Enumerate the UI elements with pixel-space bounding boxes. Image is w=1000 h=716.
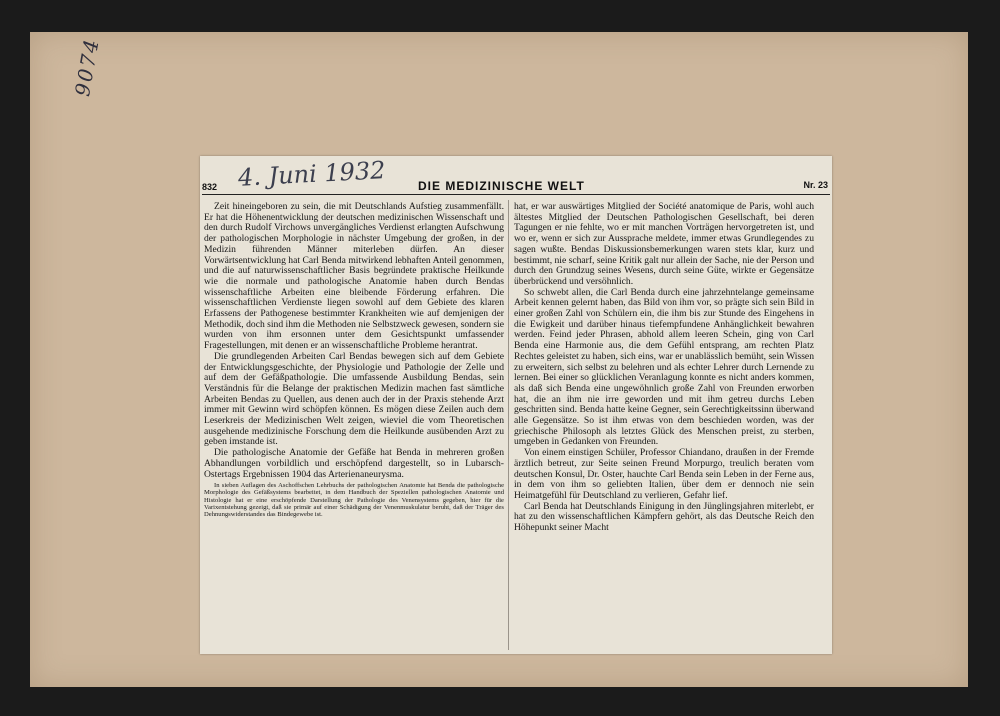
archive-mounting-board bbox=[30, 32, 968, 687]
handwritten-date: 4. Juni 1932 bbox=[237, 156, 387, 192]
footnote: In sieben Auflagen des Aschoffschen Lehrbuchs der pathologischen Anatomie hat Benda die pathologische Morphologie des Gefäßsystems bearbeitet, in dem Handbuch der Speziellen pathologischen Anatomie und Histologie hat er eine erschöpfende Darstellung der Pathologie des Venensystems gegeben, hier für die Varixentstehung gezeigt, daß sie primär auf einer Schädigung der Venenmuskulatur beruht, daß der Träger des Dehnungswiderstandes das Bindegewebe ist. bbox=[204, 482, 504, 519]
left-column bbox=[204, 202, 504, 518]
column-divider bbox=[508, 200, 509, 650]
page-number: 832 bbox=[202, 182, 218, 192]
archive-number-note: 9074 bbox=[70, 35, 104, 99]
journal-title: DIE MEDIZINISCHE WELT bbox=[418, 179, 585, 193]
right-column bbox=[514, 202, 814, 534]
paragraph: So schwebt allen, die Carl Benda durch eine jahrzehntelange gemeinsame Arbeit kennen gelernt haben, das Bild von ihm vor, so prägte sich sein Bild in einer großen Zahl von Schülern ein, die ihm bis zur Stunde des Eingehens in die Ewigkeit und darüber hinaus tiefempfundene Anhänglichkeit bewahren werden. Feind jeder Phrasen, abhold allem leeren Schein, ging von Carl Benda eine Harmonie aus, die dem Gefühl entsprang, am rechten Platz Rechtes geleistet zu haben, sich eins, war er unablässlich bemüht, sein Wissen zu erweitern, sich selbst zu belehren und als echter Lehrer durch Lernende zu lernen. Bei einer so glücklichen Veranlagung konnte es nicht anders kommen, als daß sich Benda eine ungewöhnlich große Zahl von Freunden erworben hat, die an ihm nie irre geworden und mit ihm getreu durchs Leben geschritten sind. Benda hatte keine Gegner, sein Gerechtigkeitssinn überwand alle Gegensätze. So ist ihm etwas von dem beschieden worden, was der griechische Philosoph als letztes Glück des Menschen preist, zu sterben, umgeben in Gedanken von Freunden. bbox=[514, 286, 814, 448]
paragraph: Die grundlegenden Arbeiten Carl Bendas bewegen sich auf dem Gebiete der Entwicklungsgeschichte, der Physiologie und Pathologie der Zelle und auf dem der Gefäßpathologie. Die umfassende Ausbildung Bendas, sein Verständnis für die Belange der praktischen Medizin machen fast sämtliche Arbeiten Bendas zu Quellen, aus denen auch der in der Praxis stehende Arzt immer mit Gewinn wird schöpfen können. Es mögen diese Zeilen auch dem Leserkreis der Medizinischen Welt zeigen, wieviel die vom Theoretischen ausgehende medizinische Forschung dem die Heilkunde ausübenden Arzt zu geben imstande ist. bbox=[204, 350, 504, 448]
newspaper-clipping bbox=[200, 156, 832, 654]
header-rule bbox=[202, 194, 830, 195]
paragraph: Carl Benda hat Deutschlands Einigung in den Jünglingsjahren miterlebt, er hat zu den wissenschaftlichen Kämpfern gehört, als das Deutsche Reich den Höhepunkt seiner Macht bbox=[514, 500, 814, 534]
issue-number: Nr. 23 bbox=[803, 180, 828, 190]
paragraph: Zeit hineingeboren zu sein, die mit Deutschlands Aufstieg zusammenfällt. Er hat die Höhenentwicklung der deutschen medizinischen Wissenschaft und den durch Rudolf Virchows unvergängliches Verdienst erlangten Aufschwung der pathologischen Morphologie in nächster Umgebung der großen, in der Medizin führenden Männer miterleben dürfen. An dieser Vorwärtsentwicklung hat Carl Benda mitwirkend lebhaften Anteil genommen, und die auf naturwissenschaftlicher Basis begründete praktische Heilkunde wie die normale und pathologische Anatomie haben durch Bendas wissenschaftliche Arbeiten eine bleibende Förderung erfahren. Die wissenschaftlichen Verdienste liegen sowohl auf dem Gebiete des klaren Erfassens der Pathogenese bestimmter Krankheiten wie auf demjenigen der Methodik, doch sind ihm die Methoden nie Selbstzweck gewesen, sondern sie wurden von ihm ersonnen unter dem Gesichtspunkt umfassender Fragestellungen, mit denen er an wissenschaftliche Probleme herantrat. bbox=[204, 201, 505, 352]
paragraph: hat, er war auswärtiges Mitglied der Société anatomique de Paris, wohl auch ältestes Mitglied der Deutschen Pathologischen Gesellschaft, bei deren Tagungen er nie fehlte, wo er mit manchen Vorträgen hervorgetreten ist, und wo er, wenn er sich zur Aussprache meldete, immer etwas Grundlegendes zu sagen wußte. Bendas Diskussionsbemerkungen waren stets klar, kurz und bestimmt, nie scharf, seine Kritik galt nur allein der Sache, nie der Person und durch den Grundzug seines Wesens, durch seine Güte, wirkte er Gegensätze überbrückend und versöhnlich. bbox=[514, 201, 814, 287]
paragraph: Die pathologische Anatomie der Gefäße hat Benda in mehreren großen Abhandlungen vorbildlich und erschöpfend dargestellt, so in Lubarsch-Ostertags Ergebnissen 1904 das Arterienaneurysma. bbox=[204, 447, 504, 480]
paragraph: Von einem einstigen Schüler, Professor Chiandano, draußen in der Fremde ärztlich betreut, zur Seite seinen Freund Morpurgo, treulich beraten vom deutschen Konsul, Dr. Oster, hauchte Carl Benda sein Leben in der Ferne aus, in dem von ihm so geliebten Italien, über dem er dennoch nie sein Heimatgefühl für Deutschland zu verlieren, Gefahr lief. bbox=[514, 447, 814, 501]
